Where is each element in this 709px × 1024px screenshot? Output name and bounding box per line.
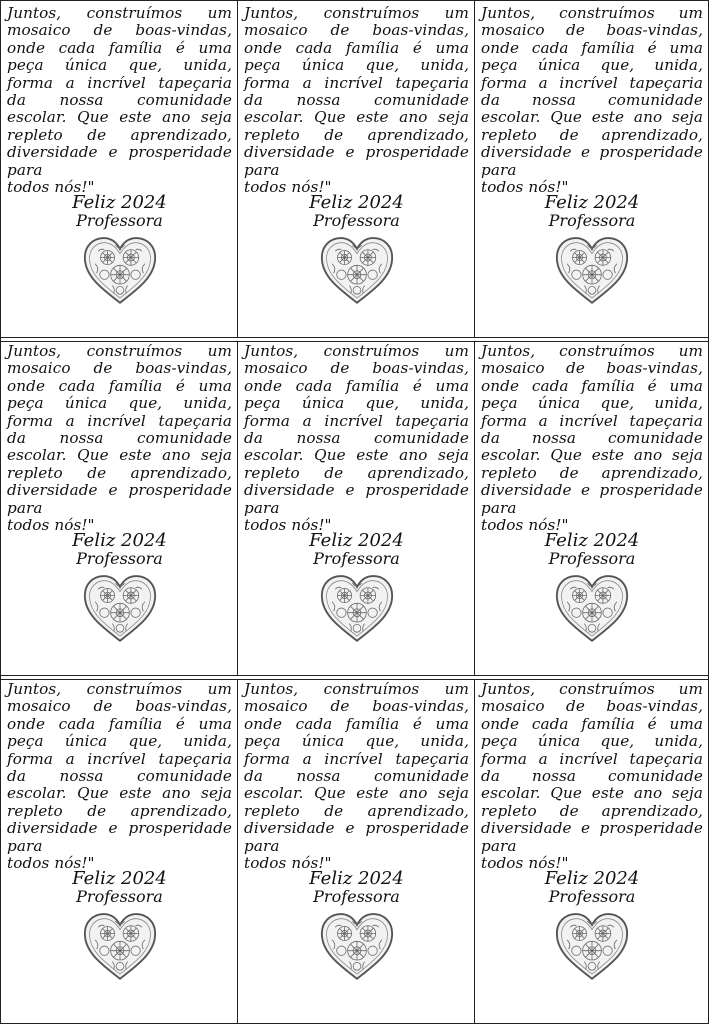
row-divider (1, 337, 708, 342)
card-greeting: Feliz 2024 (72, 868, 167, 890)
card-message: Juntos, construímos um mosaico de boas-vindas, onde cada família é uma peça única que, unida, forma a incrível tapeçaria da nossa comunidade escolar. Que este ano seja repleto de aprendizado, diversidade e prosperidade para todos nós!" (244, 342, 469, 535)
card-signature: Professora (548, 211, 636, 231)
floral-heart-icon (81, 572, 159, 644)
card-greeting: Feliz 2024 (544, 192, 640, 214)
card-signature: Professora (76, 887, 163, 907)
floral-heart-icon (81, 234, 159, 306)
greeting-card (1, 1, 238, 339)
card-signature: Professora (548, 549, 636, 569)
card-greeting: Feliz 2024 (309, 192, 404, 214)
card-signature: Professora (313, 549, 400, 569)
row-divider (1, 675, 708, 680)
card-message: Juntos, construímos um mosaico de boas-vindas, onde cada família é uma peça única que, unida, forma a incrível tapeçaria da nossa comunidade escolar. Que este ano seja repleto de aprendizado, diversidade e prosperidade para todos nós!" (481, 342, 703, 535)
floral-heart-icon (318, 910, 396, 982)
floral-heart-icon (553, 910, 631, 982)
greeting-card (475, 339, 708, 677)
card-message: Juntos, construímos um mosaico de boas-vindas, onde cada família é uma peça única que, unida, forma a incrível tapeçaria da nossa comunidade escolar. Que este ano seja repleto de aprendizado, diversidade e prosperidade para todos nós!" (7, 680, 232, 873)
card-message: Juntos, construímos um mosaico de boas-vindas, onde cada família é uma peça única que, unida, forma a incrível tapeçaria da nossa comunidade escolar. Que este ano seja repleto de aprendizado, diversidade e prosperidade para todos nós!" (7, 342, 232, 535)
greeting-card (475, 1, 708, 339)
card-signature: Professora (76, 549, 163, 569)
floral-heart-icon (553, 572, 631, 644)
card-greeting: Feliz 2024 (544, 530, 640, 552)
card-greeting: Feliz 2024 (544, 868, 640, 890)
greeting-card (238, 339, 475, 677)
card-signature: Professora (76, 211, 163, 231)
card-grid (1, 1, 708, 1023)
floral-heart-icon (553, 234, 631, 306)
floral-heart-icon (81, 910, 159, 982)
floral-heart-icon (318, 572, 396, 644)
card-greeting: Feliz 2024 (72, 530, 167, 552)
card-signature: Professora (548, 887, 636, 907)
card-message: Juntos, construímos um mosaico de boas-vindas, onde cada família é uma peça única que, unida, forma a incrível tapeçaria da nossa comunidade escolar. Que este ano seja repleto de aprendizado, diversidade e prosperidade para todos nós!" (7, 4, 232, 197)
card-greeting: Feliz 2024 (309, 868, 404, 890)
card-signature: Professora (313, 211, 400, 231)
card-signature: Professora (313, 887, 400, 907)
card-message: Juntos, construímos um mosaico de boas-vindas, onde cada família é uma peça única que, unida, forma a incrível tapeçaria da nossa comunidade escolar. Que este ano seja repleto de aprendizado, diversidade e prosperidade para todos nós!" (244, 680, 469, 873)
greeting-card (238, 677, 475, 1023)
greeting-card (238, 1, 475, 339)
card-message: Juntos, construímos um mosaico de boas-vindas, onde cada família é uma peça única que, unida, forma a incrível tapeçaria da nossa comunidade escolar. Que este ano seja repleto de aprendizado, diversidade e prosperidade para todos nós!" (481, 680, 703, 873)
greeting-card (1, 677, 238, 1023)
card-message: Juntos, construímos um mosaico de boas-vindas, onde cada família é uma peça única que, unida, forma a incrível tapeçaria da nossa comunidade escolar. Que este ano seja repleto de aprendizado, diversidade e prosperidade para todos nós!" (244, 4, 469, 197)
greeting-card (475, 677, 708, 1023)
card-greeting: Feliz 2024 (309, 530, 404, 552)
greeting-card (1, 339, 238, 677)
card-greeting: Feliz 2024 (72, 192, 167, 214)
floral-heart-icon (318, 234, 396, 306)
card-message: Juntos, construímos um mosaico de boas-vindas, onde cada família é uma peça única que, unida, forma a incrível tapeçaria da nossa comunidade escolar. Que este ano seja repleto de aprendizado, diversidade e prosperidade para todos nós!" (481, 4, 703, 197)
